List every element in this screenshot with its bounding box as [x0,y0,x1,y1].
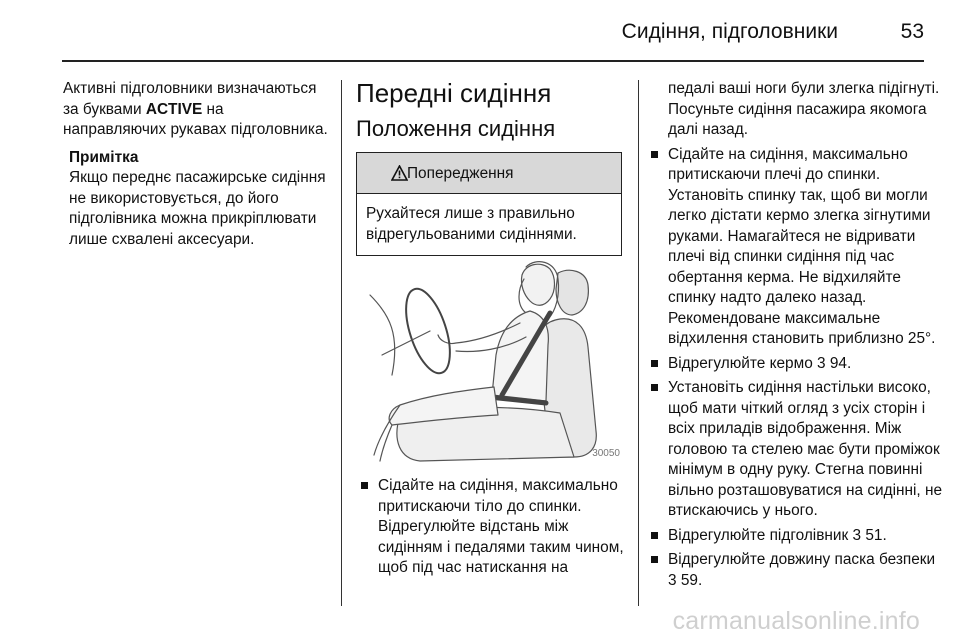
section-title: Сидіння, підголовники [621,20,838,43]
page-number: 53 [900,20,924,43]
left-column [63,79,331,250]
section-subheading: Положення сидіння [356,116,556,141]
column-divider-left [341,80,342,606]
warning-box [356,152,622,256]
bullet-square [361,482,368,489]
active-label: ACTIVE [145,100,203,118]
list-item-text: Установіть сидіння настільки високо, щоб мати чіткий огляд з усіх сторін і всіх приладів відображення. Між головою та стелею має бути проміжок мінімум в одну руку. Стегна повинні вільно розташовуватися на сидінні, не втискаючись у нього. [668,379,943,519]
right-column [650,79,946,591]
page-header [0,0,960,62]
list-item [650,378,946,522]
list-item [650,354,946,375]
note-text: Якщо переднє пасажирське сидіння не використовується, до його підголівника можна прикріплювати лише схвалені аксесуари. [69,169,326,248]
warning-header [357,153,621,194]
warning-text: Рухайтеся лише з правильно відрегульованими сидіннями. [366,205,577,243]
bullet-square [651,384,658,391]
list-item-text: Сідайте на сидіння, максимально притискаючи тіло до спинки. Відрегулюйте відстань між сидінням і педалями таким чином, щоб під час натискання на [378,477,624,576]
middle-list [360,476,628,579]
driver-seat-drawing [360,255,622,465]
list-item-text: Відрегулюйте довжину паска безпеки 3 59. [668,551,936,589]
list-item-text: Відрегулюйте підголівник 3 51. [668,526,887,544]
bullet-square [651,556,658,563]
intro-paragraph [63,79,331,141]
continuation-text: педалі ваші ноги були злегка підігнуті. Посуньте сидіння пасажира якомога далі назад. [668,80,940,138]
list-item-text: Сідайте на сидіння, максимально притискаючи плечі до спинки. Установіть спинку так, щоб ви могли легко дістати кермо злегка зігнутими руками. Намагайтеся не відривати плечі від спинки сидіння під час обертання керма. Не відхиляйте спинку надто далеко назад. Рекомендоване максимальне відхилення становить приблизно 25°. [668,145,936,347]
column-divider-right [638,80,639,606]
note-title: Примітка [69,148,139,166]
bullet-square [651,360,658,367]
bullet-square [651,532,658,539]
intro-end-text: на направляючих рукавах підголовника. [63,100,328,138]
middle-column [356,78,626,256]
list-item [650,550,946,591]
seat-position-illustration [360,255,622,465]
bullet-square [651,151,658,158]
section-heading: Передні сидіння [356,78,552,108]
list-item [650,145,946,350]
list-item-text: Відрегулюйте кермо 3 94. [668,354,852,372]
list-item [650,526,946,547]
warning-title: Попередження [407,165,514,182]
figure-number: 30050 [592,448,620,459]
intro-text: Активні підголовники визначаються за буквами [63,80,317,118]
warning-triangle-icon [391,165,408,181]
list-item [360,476,628,579]
header-divider [62,60,924,62]
watermark: carmanualsonline.info [672,607,920,635]
note-block [69,148,331,251]
